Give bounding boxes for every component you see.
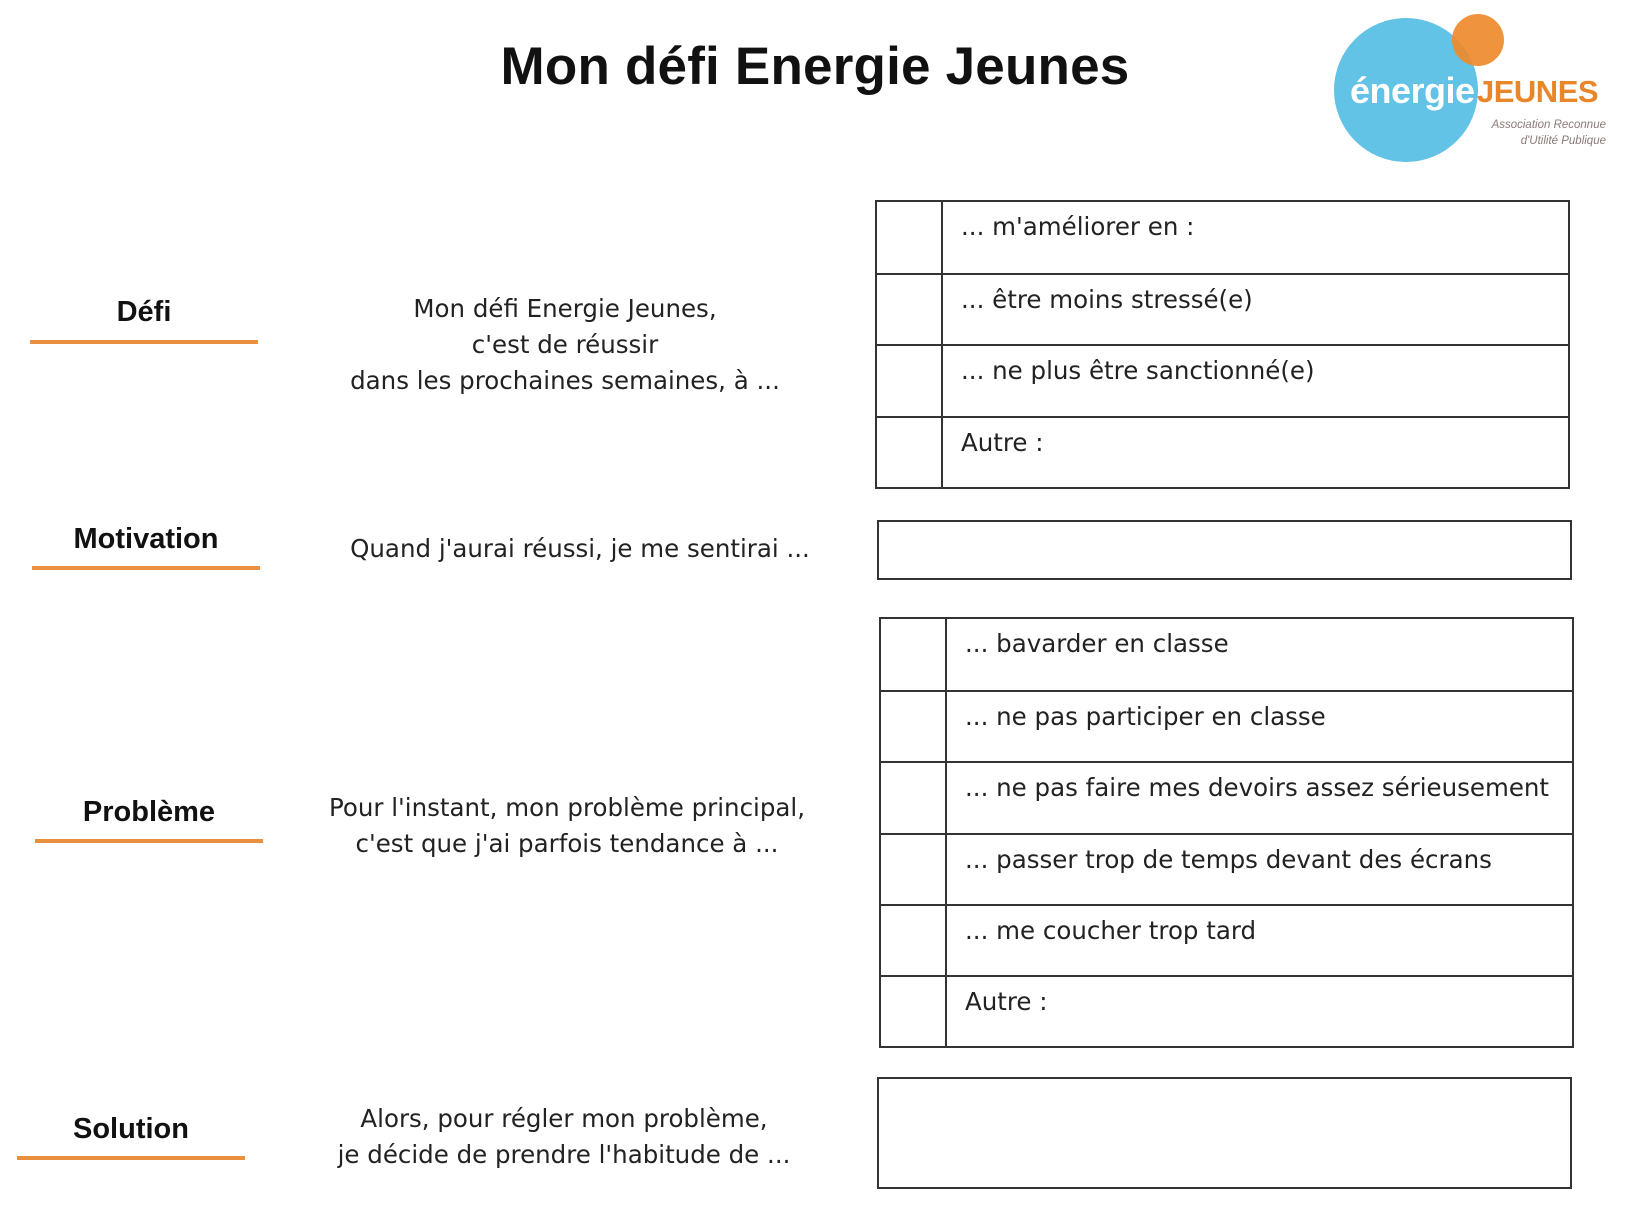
probleme-option-checkbox[interactable] (881, 763, 947, 833)
probleme-option-checkbox[interactable] (881, 977, 947, 1046)
prompt-solution (314, 1101, 814, 1173)
defi-option-checkbox[interactable] (877, 202, 943, 273)
logo-tagline-line2: d'Utilité Publique (1520, 135, 1606, 147)
defi-option-text: ... m'améliorer en : (961, 212, 1195, 241)
probleme-option-row (881, 690, 1572, 761)
defi-option-checkbox[interactable] (877, 275, 943, 344)
solution-answer-field[interactable] (877, 1077, 1572, 1189)
prompt-probleme (317, 790, 817, 862)
prompt-defi-line-1: Mon défi Energie Jeunes, (413, 294, 717, 323)
prompt-motivation-line-1: Quand j'aurai réussi, je me sentirai ... (350, 534, 810, 563)
probleme-option-text: ... me coucher trop tard (965, 916, 1257, 945)
logo-tagline (1466, 117, 1606, 149)
prompt-probleme-line-1: Pour l'instant, mon problème principal, (328, 793, 806, 822)
page-title: Mon défi Energie Jeunes (500, 37, 1130, 96)
underline-motivation (32, 566, 260, 570)
prompt-defi-line-2: c'est de réussir (471, 330, 659, 359)
logo-word-jeunes: JEUNES (1477, 74, 1599, 109)
prompt-defi-line-3: dans les prochaines semaines, à ... (350, 366, 780, 395)
probleme-option-checkbox[interactable] (881, 906, 947, 975)
defi-option-text: ... être moins stressé(e) (961, 285, 1253, 314)
probleme-option-text: ... ne pas participer en classe (965, 702, 1326, 731)
logo-orange-circle (1452, 14, 1504, 66)
defi-option-checkbox[interactable] (877, 346, 943, 416)
probleme-option-checkbox[interactable] (881, 692, 947, 761)
probleme-option-row (881, 619, 1572, 690)
probleme-option-row (881, 761, 1572, 833)
label-motivation: Motivation (73, 523, 219, 555)
probleme-option-row (881, 904, 1572, 975)
probleme-option-checkbox[interactable] (881, 835, 947, 904)
defi-option-text: Autre : (961, 428, 1044, 457)
prompt-solution-line-1: Alors, pour régler mon problème, (360, 1104, 768, 1133)
defi-option-row (877, 344, 1568, 416)
probleme-options-box (879, 617, 1574, 1048)
prompt-probleme-line-2: c'est que j'ai parfois tendance à ... (355, 829, 779, 858)
defi-option-row (877, 202, 1568, 273)
probleme-option-row (881, 975, 1572, 1046)
prompt-defi (315, 291, 815, 399)
defi-option-text: ... ne plus être sanctionné(e) (961, 356, 1315, 385)
logo-word-energie: énergie (1350, 70, 1475, 111)
energie-jeunes-logo (1334, 12, 1604, 162)
motivation-answer-field[interactable] (877, 520, 1572, 580)
defi-options-box (875, 200, 1570, 489)
underline-solution (17, 1156, 245, 1160)
underline-probleme (35, 839, 263, 843)
probleme-option-text: ... bavarder en classe (965, 629, 1229, 658)
probleme-option-checkbox[interactable] (881, 619, 947, 690)
probleme-option-row (881, 833, 1572, 904)
probleme-option-text: ... passer trop de temps devant des écrans (965, 845, 1492, 874)
logo-tagline-line1: Association Reconnue (1491, 119, 1606, 131)
underline-defi (30, 340, 258, 344)
defi-option-row (877, 273, 1568, 344)
label-defi: Défi (116, 296, 172, 328)
label-probleme: Problème (82, 796, 216, 828)
label-solution: Solution (73, 1113, 189, 1145)
probleme-option-text: Autre : (965, 987, 1048, 1016)
defi-option-row (877, 416, 1568, 487)
prompt-motivation (330, 531, 830, 567)
prompt-solution-line-2: je décide de prendre l'habitude de ... (337, 1140, 791, 1169)
defi-option-checkbox[interactable] (877, 418, 943, 487)
probleme-option-text: ... ne pas faire mes devoirs assez sérieusement (965, 773, 1550, 802)
